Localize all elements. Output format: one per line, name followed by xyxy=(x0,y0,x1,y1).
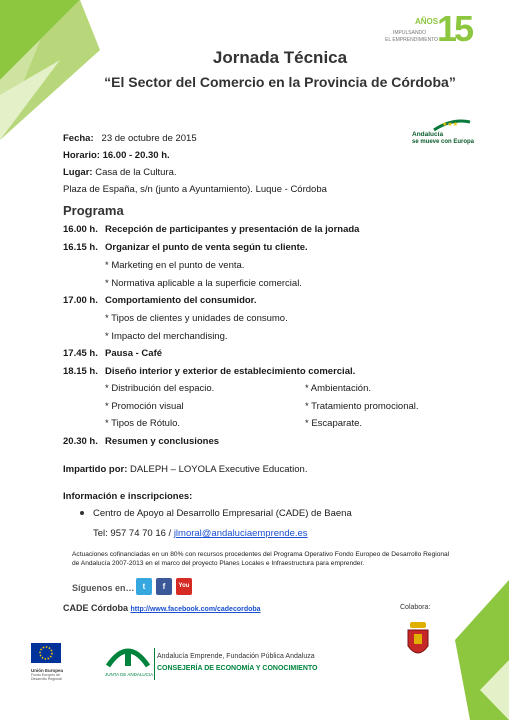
programa-time: 17.00 h. xyxy=(63,295,98,306)
cade-facebook-link[interactable]: http://www.facebook.com/cadecordoba xyxy=(130,606,261,613)
andalucia-emprende-label: Andalucía Emprende, Fundación Pública Andaluza xyxy=(157,653,315,660)
logo-number: 15 xyxy=(437,8,472,49)
contacto-centro: Centro de Apoyo al Desarrollo Empresarial (CADE) de Baena xyxy=(93,508,352,519)
direccion: Plaza de España, s/n (junto a Ayuntamiento). Luque - Córdoba xyxy=(63,184,327,195)
programa-subitem: * Tipos de clientes y unidades de consumo. xyxy=(105,313,288,324)
twitter-icon[interactable]: t xyxy=(136,578,152,595)
horario-value: 16.00 - 20.30 h. xyxy=(102,150,170,161)
lugar-row xyxy=(63,167,177,179)
andalucia-europa-line1: Andalucía xyxy=(412,131,444,138)
programa-time: 16.00 h. xyxy=(63,224,98,235)
eu-logo xyxy=(31,643,65,681)
programa-subitem: * Impacto del merchandising. xyxy=(105,331,228,342)
impartido-label: Impartido por: xyxy=(63,464,128,475)
fecha-label: Fecha: xyxy=(63,133,94,144)
stars-swoosh-icon xyxy=(432,118,472,132)
programa-subitem: * Marketing en el punto de venta. xyxy=(105,260,245,271)
programa-subitem: * Ambientación. xyxy=(305,383,372,394)
programa-title: Pausa - Café xyxy=(105,348,163,359)
page-title: Jornada Técnica xyxy=(212,48,348,67)
footer-divider xyxy=(154,648,155,680)
impartido-value: DALEPH – LOYOLA Executive Education. xyxy=(130,464,308,475)
colabora-label: Colabora: xyxy=(400,604,431,611)
programa-subitem: * Normativa aplicable a la superficie comercial. xyxy=(105,278,302,289)
bullet-icon xyxy=(80,511,84,515)
youtube-icon[interactable]: You xyxy=(176,578,192,595)
contacto-email-link[interactable]: jlmoral@andaluciaemprende.es xyxy=(173,528,308,539)
programa-title: Organizar el punto de venta según tu cliente. xyxy=(105,242,308,253)
contacto-tel: Tel: 957 74 70 16 / xyxy=(93,528,172,539)
programa-title: Recepción de participantes y presentación de la jornada xyxy=(105,224,360,235)
programa-title: Resumen y conclusiones xyxy=(105,436,220,447)
programa-subitem: * Distribución del espacio. xyxy=(105,383,215,394)
horario-label: Horario: xyxy=(63,150,100,161)
horario-row xyxy=(63,150,170,162)
programa-time: 16.15 h. xyxy=(63,242,98,253)
programa-subitem: * Tipos de Rótulo. xyxy=(105,418,180,429)
programa-title: Diseño interior y exterior de establecimiento comercial. xyxy=(105,366,356,377)
programa-subitem: * Promoción visual xyxy=(105,401,184,412)
andalucia-europa-line2: se mueve con Europa xyxy=(412,139,475,145)
lugar-value: Casa de la Cultura. xyxy=(95,167,177,178)
cade-row xyxy=(63,603,261,613)
eu-line2: Fondo Europeo de Desarrollo Regional xyxy=(31,673,62,681)
contacto-tel-row xyxy=(93,528,308,540)
junta-andalucia-label: JUNTA DE ANDALUCIA xyxy=(105,672,154,677)
logo-line2: EL EMPRENDIMIENTO xyxy=(385,37,439,43)
programa-time: 20.30 h. xyxy=(63,436,98,447)
programa-title: Comportamiento del consumidor. xyxy=(105,295,257,306)
programa-subitem: * Tratamiento promocional. xyxy=(305,401,419,412)
programa-time: 17.45 h. xyxy=(63,348,98,359)
eu-line1: Unión Europea xyxy=(31,668,64,673)
impartido-row xyxy=(63,464,307,476)
logo-anos-label: AÑOS xyxy=(415,17,439,26)
consejeria-label: CONSEJERÍA DE ECONOMÍA Y CONOCIMIENTO xyxy=(157,665,318,672)
facebook-icon[interactable]: f xyxy=(156,578,172,595)
andalucia-europa-logo xyxy=(412,118,474,150)
page-subtitle: “El Sector del Comercio en la Provincia de Córdoba” xyxy=(104,74,456,90)
cofinanciacion-text: Actuaciones cofinanciadas en un 80% con recursos procedentes del Programa Operativo Fondo Europeo de Desarrollo Regional de Andalucía 2007-2013 en el marco del proyecto Planes Locales e Infraestructura para emprender. xyxy=(72,551,450,567)
programa-subitem: * Escaparate. xyxy=(305,418,363,429)
siguenos-label: Síguenos en… xyxy=(72,583,135,593)
junta-andalucia-icon xyxy=(103,640,153,670)
logo-line1: IMPULSANDO xyxy=(393,30,427,36)
lugar-label: Lugar: xyxy=(63,167,93,178)
coat-of-arms-icon xyxy=(405,620,431,660)
programa-time: 18.15 h. xyxy=(63,366,98,377)
cade-label: CADE Córdoba xyxy=(63,603,128,613)
svg-text:★★★: ★★★ xyxy=(442,122,459,128)
contacto-heading: Información e inscripciones: xyxy=(63,491,193,502)
fecha-row xyxy=(63,133,197,145)
quince-anos-logo xyxy=(385,8,475,52)
eu-flag-icon xyxy=(31,643,61,663)
programa-heading: Programa xyxy=(63,203,124,218)
fecha-value: 23 de octubre de 2015 xyxy=(101,133,197,144)
